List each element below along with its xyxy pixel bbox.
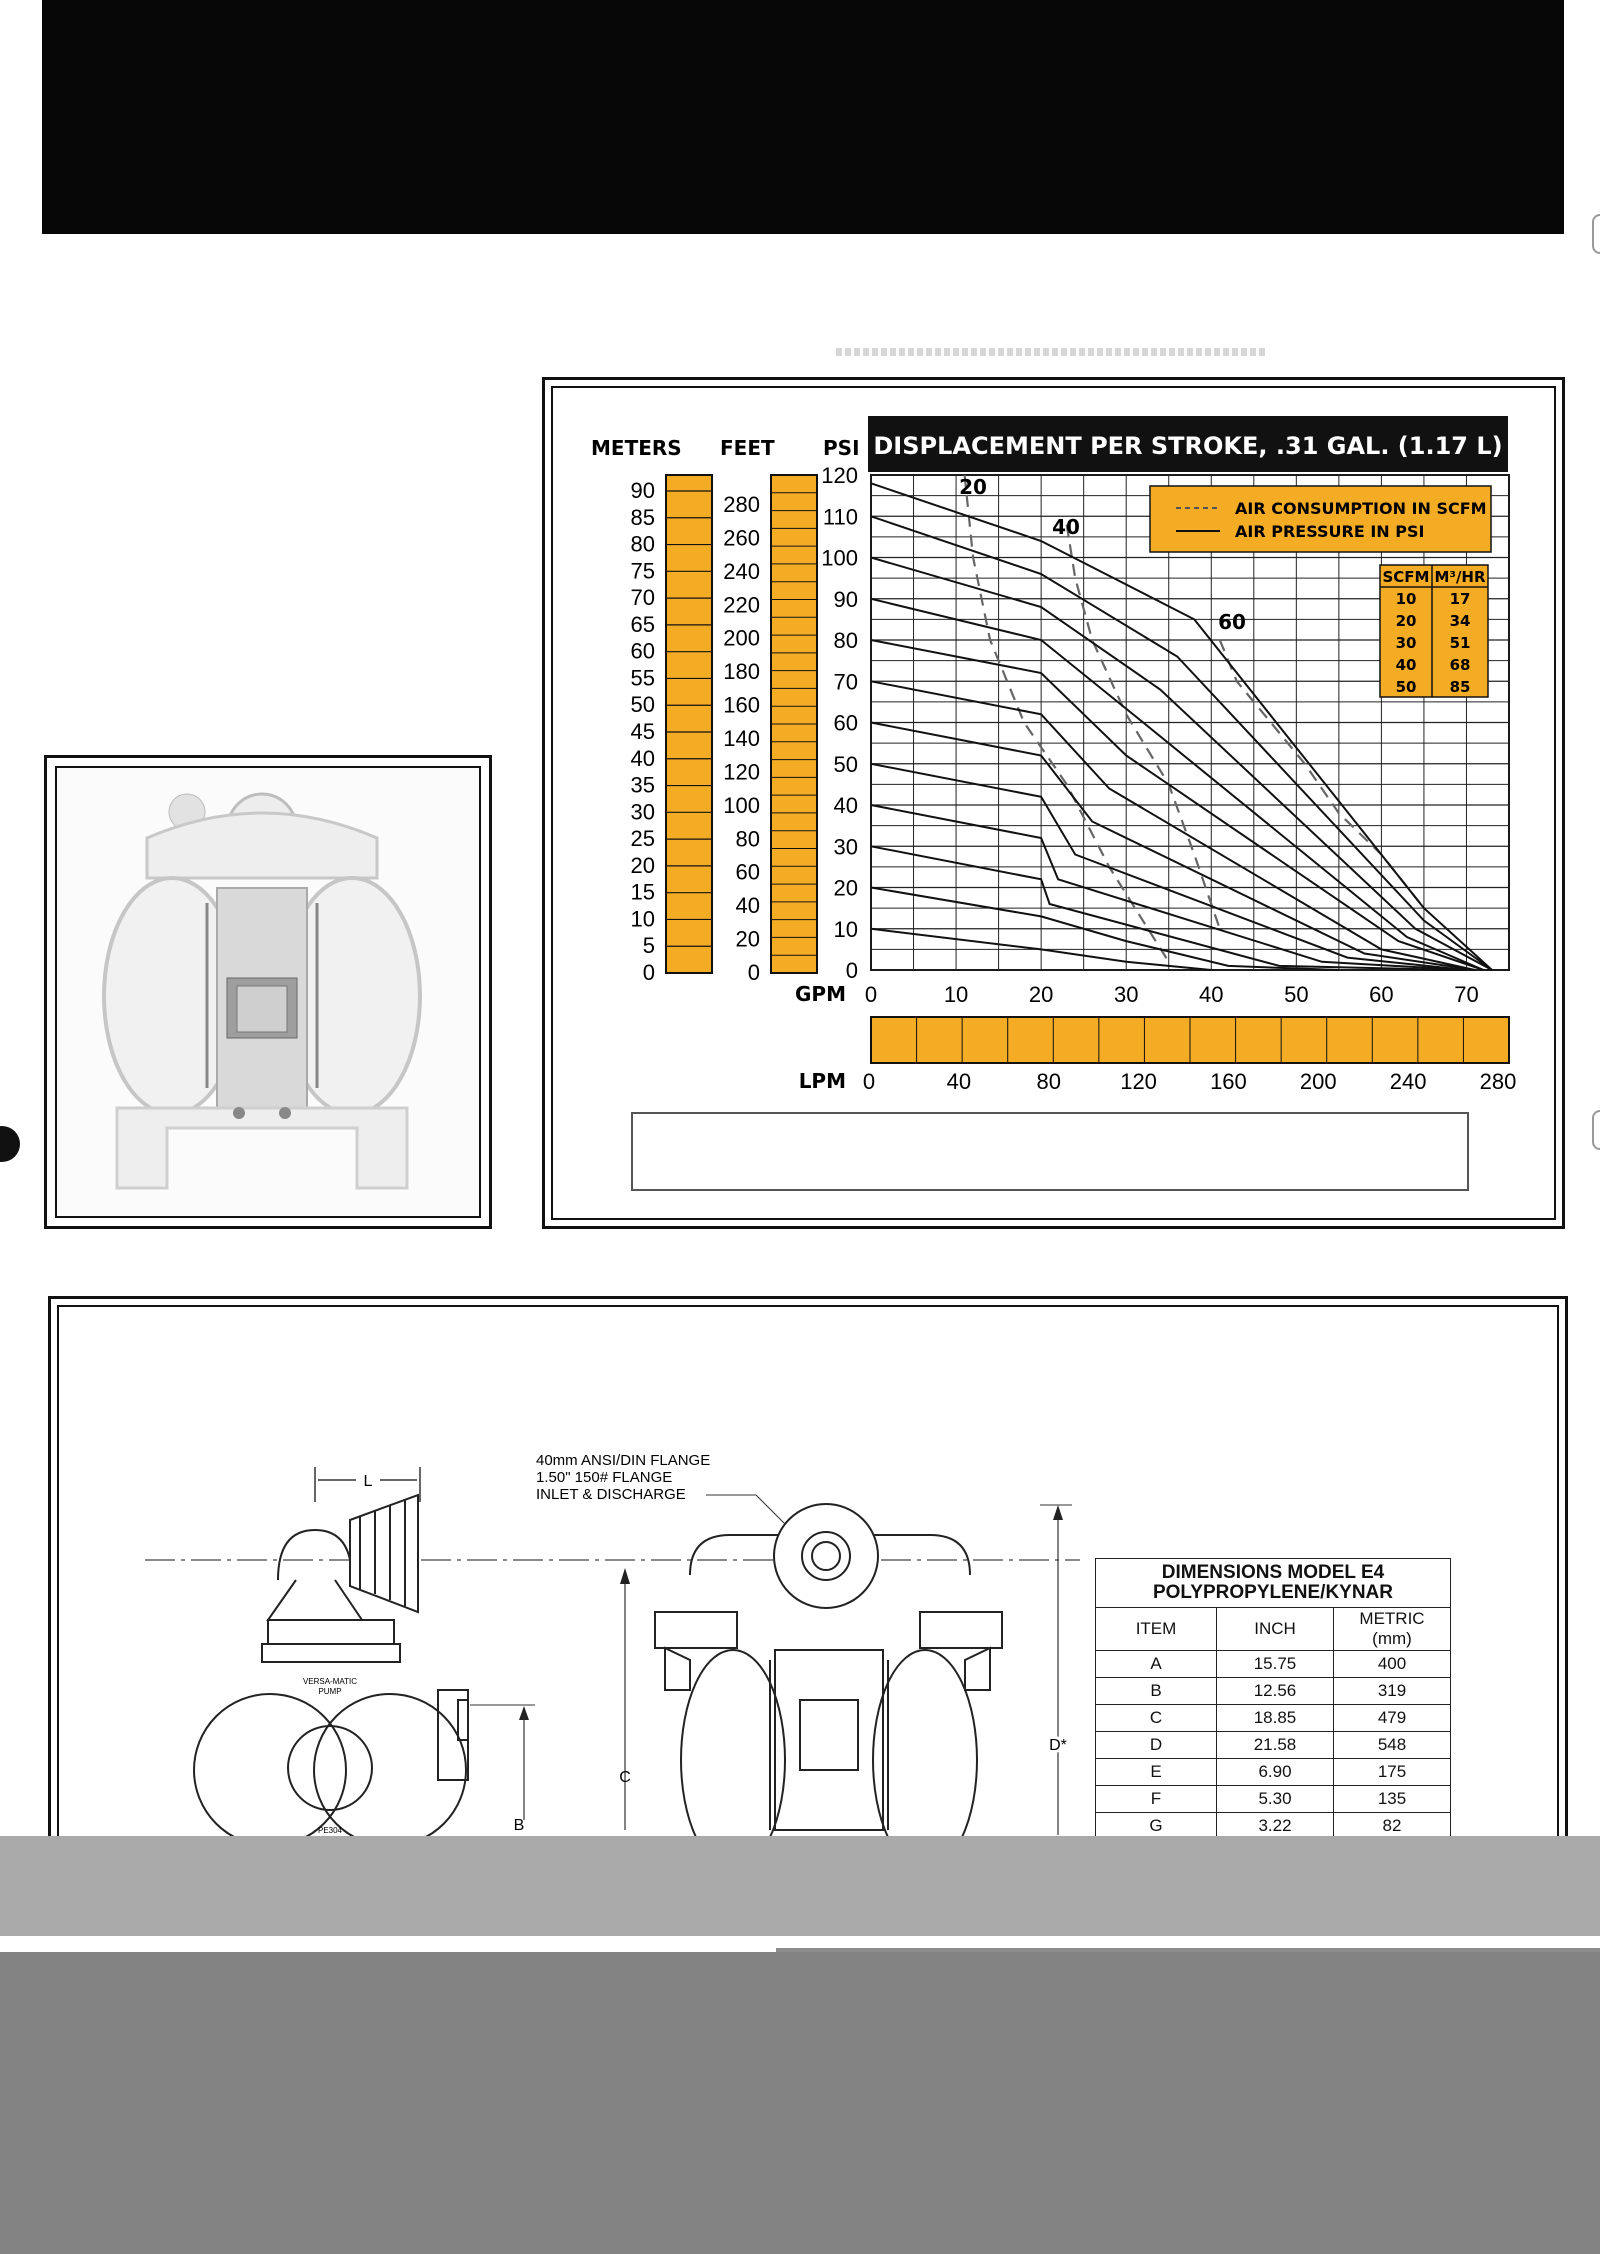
dim-label-D: D* bbox=[1049, 1737, 1067, 1754]
flange-note-1: 40mm ANSI/DIN FLANGE bbox=[536, 1452, 711, 1469]
col-header-inch: INCH bbox=[1217, 1608, 1334, 1651]
scan-gray-band bbox=[0, 1952, 1600, 2254]
lpm-tick-label: 160 bbox=[1210, 1069, 1247, 1094]
conversion-scfm-value: 50 bbox=[1395, 678, 1417, 696]
x-tick-label: 70 bbox=[1454, 982, 1479, 1007]
dim-arrow bbox=[1053, 1505, 1063, 1520]
conversion-scfm-value: 40 bbox=[1395, 656, 1417, 674]
feet-tick-label: 220 bbox=[723, 592, 760, 618]
conversion-header-m3hr: M³/HR bbox=[1434, 568, 1486, 586]
cell-inch: 5.30 bbox=[1217, 1786, 1334, 1813]
meters-tick-label: 5 bbox=[642, 933, 655, 959]
y-tick-label: 70 bbox=[833, 669, 858, 695]
y-tick-label: 100 bbox=[821, 545, 858, 571]
lpm-tick-label: 200 bbox=[1299, 1069, 1337, 1094]
dimensions-caption-2: POLYPROPYLENE/KYNAR bbox=[1152, 1582, 1393, 1603]
lpm-label: LPM bbox=[798, 1069, 846, 1093]
conversion-m3hr-value: 34 bbox=[1449, 612, 1471, 630]
feet-tick-label: 240 bbox=[723, 558, 760, 584]
feet-tick-label: 40 bbox=[735, 893, 760, 919]
x-tick-label: 0 bbox=[864, 982, 878, 1007]
dimensions-header-row bbox=[1096, 1608, 1451, 1651]
scfm-label-40: 40 bbox=[1052, 515, 1080, 539]
cell-metric: 400 bbox=[1334, 1651, 1451, 1678]
leader-line bbox=[756, 1495, 785, 1524]
y-tick-label: 20 bbox=[833, 875, 858, 901]
meters-tick-label: 40 bbox=[630, 745, 655, 771]
feet-tick-label: 280 bbox=[723, 492, 760, 517]
table-row bbox=[1096, 1732, 1451, 1759]
feet-tick-label: 60 bbox=[735, 859, 760, 885]
feet-tick-label: 100 bbox=[723, 792, 760, 818]
cell-item: B bbox=[1096, 1678, 1217, 1705]
x-tick-label: 10 bbox=[943, 982, 969, 1007]
lpm-tick-label: 120 bbox=[1120, 1069, 1157, 1094]
cell-metric: 548 bbox=[1334, 1732, 1451, 1759]
lpm-tick-label: 40 bbox=[946, 1069, 972, 1094]
feet-tick-label: 0 bbox=[747, 960, 760, 985]
conversion-scfm-value: 20 bbox=[1395, 612, 1417, 630]
meters-tick-label: 50 bbox=[630, 692, 655, 718]
x-tick-label: 30 bbox=[1113, 982, 1139, 1007]
y-tick-label: 120 bbox=[821, 463, 858, 488]
meters-tick-label: 20 bbox=[630, 852, 655, 878]
cell-metric: 135 bbox=[1334, 1786, 1451, 1813]
meters-tick-label: 0 bbox=[642, 960, 655, 985]
cell-inch: 12.56 bbox=[1217, 1678, 1334, 1705]
col-header-item: ITEM bbox=[1096, 1608, 1217, 1651]
feet-tick-label: 260 bbox=[723, 525, 760, 551]
conversion-scfm-value: 10 bbox=[1395, 590, 1417, 608]
cell-item: D bbox=[1096, 1732, 1217, 1759]
table-row bbox=[1096, 1786, 1451, 1813]
lpm-tick-label: 280 bbox=[1479, 1069, 1517, 1094]
meters-tick-label: 45 bbox=[630, 719, 655, 744]
table-row bbox=[1096, 1651, 1451, 1678]
pump-brand-text-1: VERSA-MATIC bbox=[302, 1677, 358, 1686]
cell-item: C bbox=[1096, 1705, 1217, 1732]
cell-metric: 319 bbox=[1334, 1678, 1451, 1705]
dimensions-caption bbox=[1096, 1559, 1451, 1608]
cell-inch: 21.58 bbox=[1217, 1732, 1334, 1759]
feet-tick-label: 20 bbox=[735, 926, 760, 952]
pump-side-view bbox=[194, 1495, 468, 1840]
x-tick-label: 50 bbox=[1284, 982, 1309, 1007]
feet-tick-label: 140 bbox=[723, 726, 760, 751]
pump-front-view bbox=[655, 1504, 1002, 1840]
meters-tick-label: 15 bbox=[630, 879, 655, 905]
flange-note-3: INLET & DISCHARGE bbox=[536, 1486, 686, 1503]
cell-metric: 82 bbox=[1334, 1813, 1451, 1840]
conversion-scfm-value: 30 bbox=[1395, 634, 1417, 652]
table-row bbox=[1096, 1759, 1451, 1786]
cell-item: F bbox=[1096, 1786, 1217, 1813]
dim-label-L: L bbox=[363, 1473, 373, 1490]
legend-air-consumption: AIR CONSUMPTION IN SCFM bbox=[1235, 499, 1487, 518]
legend-air-pressure: AIR PRESSURE IN PSI bbox=[1235, 522, 1425, 541]
meters-tick-label: 10 bbox=[630, 906, 655, 932]
meters-tick-label: 80 bbox=[630, 531, 655, 557]
meters-header: METERS bbox=[591, 436, 682, 460]
dim-label-C: C bbox=[619, 1769, 631, 1786]
feet-header: FEET bbox=[720, 436, 775, 460]
conversion-m3hr-value: 68 bbox=[1449, 656, 1471, 674]
feet-tick-label: 160 bbox=[723, 692, 760, 718]
lpm-tick-label: 240 bbox=[1389, 1069, 1427, 1094]
conversion-m3hr-value: 51 bbox=[1449, 634, 1471, 652]
dim-label-B: B bbox=[513, 1817, 525, 1834]
psi-header: PSI bbox=[823, 436, 860, 460]
y-tick-label: 30 bbox=[833, 834, 858, 860]
scan-gray-band bbox=[0, 1836, 1600, 1936]
feet-tick-label: 200 bbox=[723, 625, 760, 651]
cell-inch: 3.22 bbox=[1217, 1813, 1334, 1840]
cell-inch: 18.85 bbox=[1217, 1705, 1334, 1732]
cell-inch: 6.90 bbox=[1217, 1759, 1334, 1786]
feet-tick-label: 120 bbox=[723, 759, 760, 785]
meters-tick-label: 55 bbox=[630, 665, 655, 691]
lpm-tick-label: 80 bbox=[1036, 1069, 1061, 1094]
cell-metric: 479 bbox=[1334, 1705, 1451, 1732]
y-tick-label: 10 bbox=[833, 916, 858, 942]
cell-item: G bbox=[1096, 1813, 1217, 1840]
meters-tick-label: 85 bbox=[630, 504, 655, 530]
meters-tick-label: 75 bbox=[630, 558, 655, 584]
meters-tick-label: 25 bbox=[630, 826, 655, 852]
x-tick-label: 20 bbox=[1028, 982, 1054, 1007]
meters-tick-label: 60 bbox=[630, 638, 655, 664]
feet-tick-label: 80 bbox=[735, 826, 760, 852]
meters-tick-label: 35 bbox=[630, 772, 655, 798]
gpm-label: GPM bbox=[795, 982, 846, 1006]
dimensions-table bbox=[1095, 1558, 1451, 1840]
cell-item: A bbox=[1096, 1651, 1217, 1678]
y-tick-label: 60 bbox=[833, 710, 858, 736]
y-tick-label: 80 bbox=[833, 628, 858, 653]
meters-tick-label: 70 bbox=[630, 585, 655, 611]
x-tick-label: 40 bbox=[1199, 982, 1224, 1007]
col-header-metric: METRIC (mm) bbox=[1334, 1608, 1451, 1651]
y-tick-label: 90 bbox=[833, 586, 858, 612]
table-row bbox=[1096, 1705, 1451, 1732]
flange-note-2: 1.50" 150# FLANGE bbox=[536, 1469, 673, 1486]
y-tick-label: 0 bbox=[845, 958, 858, 983]
part-number-text: PE304 bbox=[317, 1826, 343, 1835]
meters-tick-label: 65 bbox=[630, 611, 655, 637]
scfm-label-20: 20 bbox=[959, 475, 987, 499]
meters-tick-label: 90 bbox=[630, 478, 655, 503]
pump-brand-text-2: PUMP bbox=[318, 1687, 342, 1696]
cell-inch: 15.75 bbox=[1217, 1651, 1334, 1678]
conversion-m3hr-value: 85 bbox=[1449, 678, 1471, 696]
cell-item: E bbox=[1096, 1759, 1217, 1786]
chart-title: DISPLACEMENT PER STROKE, .31 GAL. (1.17 L) bbox=[873, 432, 1503, 460]
y-tick-label: 40 bbox=[833, 793, 858, 818]
dimensions-caption-1: DIMENSIONS MODEL E4 bbox=[1161, 1562, 1385, 1583]
conversion-m3hr-value: 17 bbox=[1449, 590, 1471, 608]
y-tick-label: 110 bbox=[822, 504, 858, 530]
x-tick-label: 60 bbox=[1369, 982, 1394, 1007]
table-row bbox=[1096, 1678, 1451, 1705]
feet-tick-label: 180 bbox=[723, 659, 760, 685]
y-tick-label: 50 bbox=[833, 751, 858, 777]
lpm-tick-label: 0 bbox=[862, 1069, 876, 1094]
dim-arrow bbox=[620, 1568, 630, 1584]
dim-arrow bbox=[519, 1706, 529, 1720]
cell-metric: 175 bbox=[1334, 1759, 1451, 1786]
meters-tick-label: 30 bbox=[630, 799, 655, 825]
scfm-label-60: 60 bbox=[1218, 610, 1246, 634]
conversion-header-scfm: SCFM bbox=[1382, 568, 1430, 586]
